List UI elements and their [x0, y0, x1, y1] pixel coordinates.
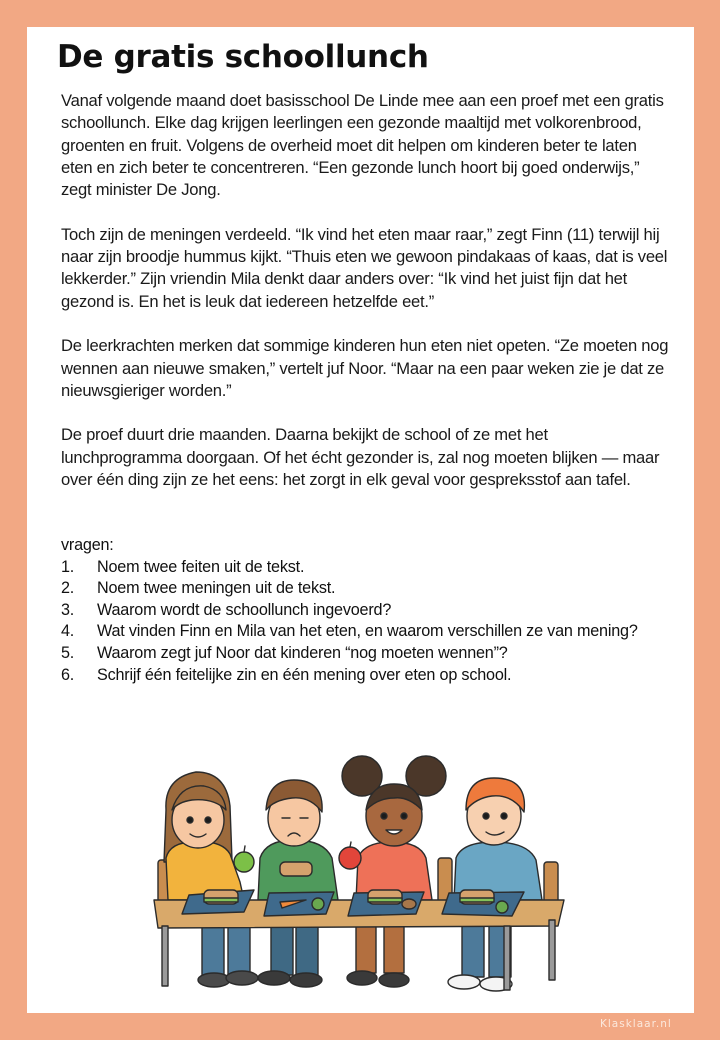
- question-number: 2.: [61, 579, 75, 598]
- boy-blue-shirt: [454, 778, 542, 900]
- question-item: [61, 665, 671, 687]
- article-body: [61, 90, 671, 514]
- brand-watermark: Klasklaar.nl: [600, 1018, 672, 1030]
- article-paragraph: De proef duurt drie maanden. Daarna bekijkt de school of ze met het lunchprogramma doorgaan. Of het écht gezonder is, zal nog moeten blijken — maar over één ding zijn ze het eens: het zorgt in elk geval voor gespreksstof aan tafel.: [61, 425, 660, 490]
- question-number: 4.: [61, 622, 75, 641]
- question-item: [61, 643, 671, 665]
- question-number: 6.: [61, 665, 75, 684]
- question-text: Waarom zegt juf Noor dat kinderen “nog moeten wennen”?: [97, 643, 508, 662]
- question-text: Noem twee meningen uit de tekst.: [97, 579, 336, 598]
- article-paragraph: Toch zijn de meningen verdeeld. “Ik vind het eten maar raar,” zegt Finn (11) terwijl hij naar zijn broodje hummus kijkt. “Thuis eten we gewoon pindakaas of kaas, dat is veel lekkerder.” Zijn vriendin Mila denkt daar anders over: “Ik vind het juist fijn dat het gezond is. En het is leuk dat iedereen hetzelfde eet.”: [61, 224, 668, 311]
- questions-section: [61, 535, 671, 686]
- question-item: [61, 578, 671, 600]
- question-number: 5.: [61, 643, 75, 662]
- question-text: Wat vinden Finn en Mila van het eten, en waarom verschillen ze van mening?: [97, 622, 638, 641]
- worksheet-page: [27, 27, 694, 1013]
- questions-heading: vragen:: [61, 536, 114, 554]
- page-title: De gratis schoollunch: [57, 39, 429, 75]
- question-item: [61, 621, 671, 643]
- kid-legs: [202, 925, 511, 977]
- question-text: Waarom wordt de schoollunch ingevoerd?: [97, 600, 392, 619]
- article-paragraph: Vanaf volgende maand doet basisschool De Linde mee aan een proef met een gratis schoollunch. Elke dag krijgen leerlingen een gezonde maaltijd met volkorenbrood, groenten en fruit. Volgens de overheid moet dit helpen om kinderen beter te laten eten en zich beter te concentreren. “Een gezonde lunch hoort bij goed onderwijs,” zegt minister De Jong.: [61, 91, 664, 200]
- article-paragraph: De leerkrachten merken dat sommige kinderen hun eten niet opeten. “Ze moeten nog wennen aan nieuwe smaken,” vertelt juf Noor. “Maar na een paar weken zie je dat ze nieuwsgieriger worden.”: [61, 336, 669, 400]
- questions-list: [61, 557, 671, 687]
- boy-green-shirt: [258, 780, 338, 900]
- question-text: Schrijf één feitelijke zin en één mening over eten op school.: [97, 665, 512, 684]
- question-number: 3.: [61, 600, 75, 619]
- question-item: [61, 557, 671, 579]
- question-item: [61, 600, 671, 622]
- question-text: Noem twee feiten uit de tekst.: [97, 557, 305, 576]
- lunch-illustration: [144, 750, 584, 1010]
- question-number: 1.: [61, 557, 75, 576]
- girl-coral-shirt: [339, 756, 446, 900]
- girl-yellow-shirt: [164, 772, 254, 900]
